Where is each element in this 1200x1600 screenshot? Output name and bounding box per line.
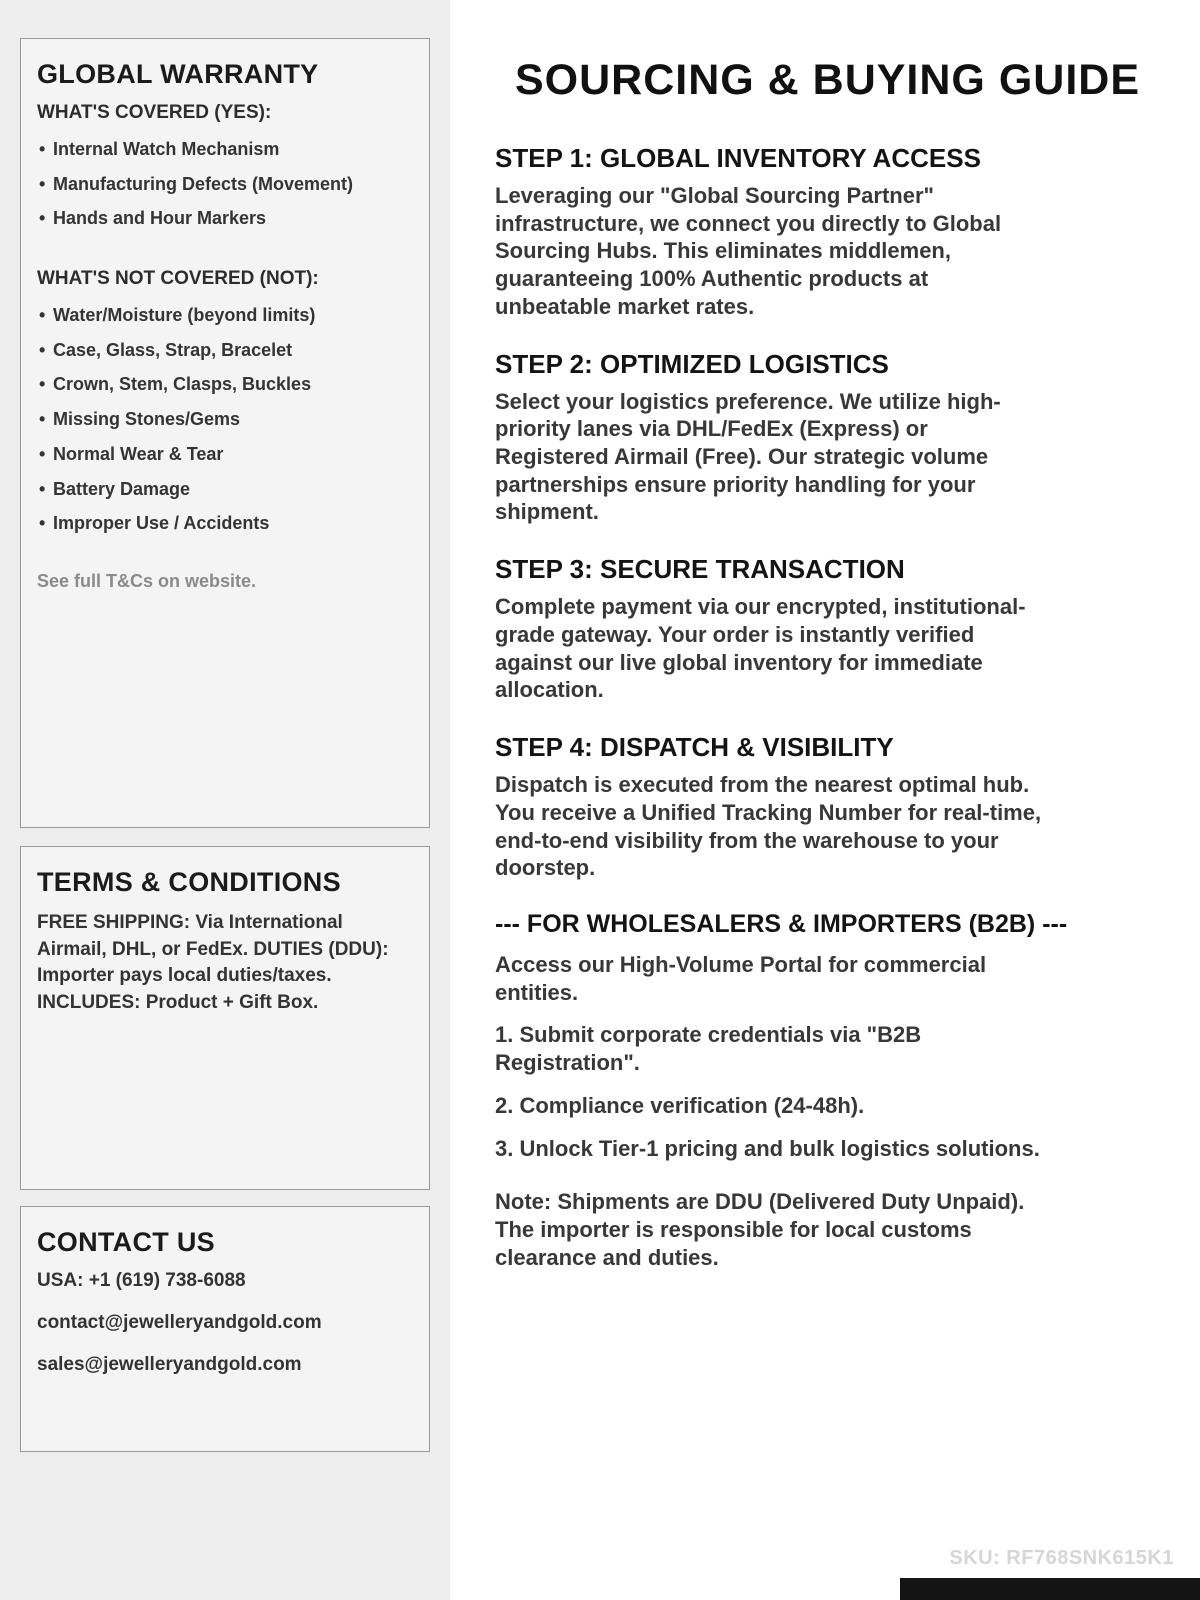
step-3-body: Complete payment via our encrypted, institutional-grade gateway. Your order is instantly verified against our live global inventory for immediate allocation. — [495, 594, 1026, 703]
warranty-title: GLOBAL WARRANTY — [37, 59, 319, 89]
step-2-body: Select your logistics preference. We utilize high-priority lanes via DHL/FedEx (Express) or Registered Airmail (Free). Our strategic volume partnerships ensure priority handling for your shipment. — [495, 388, 1001, 525]
b2b-step-2: 2. Compliance verification (24-48h). — [495, 1092, 865, 1118]
not-covered-list — [37, 298, 413, 541]
step-3-section — [495, 554, 1160, 704]
b2b-section — [495, 910, 1160, 1271]
info-sidebar — [0, 0, 450, 1600]
page-title: SOURCING & BUYING GUIDE — [514, 56, 1141, 104]
sku-label: SKU: RF768SNK615K1 — [949, 1547, 1174, 1569]
main-content — [450, 0, 1200, 1271]
contact-email-sales: sales@jewelleryandgold.com — [37, 1354, 302, 1375]
bottom-bar — [900, 1578, 1200, 1600]
step-4-heading: STEP 4: DISPATCH & VISIBILITY — [495, 732, 894, 763]
step-4-section — [495, 732, 1160, 882]
contact-panel — [20, 1206, 430, 1452]
not-covered-heading: WHAT'S NOT COVERED (NOT): — [37, 268, 319, 290]
b2b-step-3: 3. Unlock Tier-1 pricing and bulk logistics solutions. — [495, 1135, 1040, 1161]
terms-title: TERMS & CONDITIONS — [37, 867, 341, 897]
step-4-body: Dispatch is executed from the nearest optimal hub. You receive a Unified Tracking Number for real-time, end-to-end visibility from the warehouse to your doorstep. — [495, 772, 1042, 881]
covered-heading: WHAT'S COVERED (YES): — [37, 102, 272, 123]
covered-list — [37, 132, 413, 236]
global-warranty-panel — [20, 38, 430, 828]
contact-phone: USA: +1 (619) 738-6088 — [37, 1270, 246, 1291]
list-item: • Normal Wear & Tear — [37, 437, 413, 472]
contact-title: CONTACT US — [37, 1227, 215, 1257]
b2b-note: Note: Shipments are DDU (Delivered Duty Unpaid). The importer is responsible for local customs clearance and duties. — [495, 1189, 1025, 1270]
b2b-intro: Access our High-Volume Portal for commercial entities. — [495, 951, 987, 1005]
terms-panel — [20, 846, 430, 1190]
list-item: • Water/Moisture (beyond limits) — [37, 298, 413, 333]
step-2-heading: STEP 2: OPTIMIZED LOGISTICS — [495, 348, 889, 379]
list-item: • Missing Stones/Gems — [37, 402, 413, 437]
step-1-heading: STEP 1: GLOBAL INVENTORY ACCESS — [495, 143, 981, 173]
contact-email-primary: contact@jewelleryandgold.com — [37, 1312, 322, 1333]
step-2-section — [495, 349, 1160, 527]
list-item: • Battery Damage — [37, 472, 413, 507]
list-item: • Improper Use / Accidents — [37, 506, 413, 541]
sourcing-guide-main — [450, 0, 1200, 1600]
warranty-footnote: See full T&Cs on website. — [37, 570, 257, 591]
list-item: • Crown, Stem, Clasps, Buckles — [37, 367, 413, 402]
list-item: • Case, Glass, Strap, Bracelet — [37, 333, 413, 368]
step-1-body: Leveraging our "Global Sourcing Partner" infrastructure, we connect you directly to Global Sourcing Hubs. This eliminates middlemen, guaranteeing 100% Authentic products at unbeatable market rates. — [495, 183, 1002, 319]
step-3-heading: STEP 3: SECURE TRANSACTION — [495, 554, 905, 585]
list-item: • Manufacturing Defects (Movement) — [37, 167, 413, 202]
list-item: • Hands and Hour Markers — [37, 201, 413, 236]
b2b-step-1: 1. Submit corporate credentials via "B2B Registration". — [495, 1022, 922, 1076]
terms-body: FREE SHIPPING: Via International Airmail, DHL, or FedEx. DUTIES (DDU): Importer pays local duties/taxes. INCLUDES: Product + Gift Box. — [37, 912, 389, 1013]
b2b-heading: --- FOR WHOLESALERS & IMPORTERS (B2B) --- — [495, 909, 1068, 938]
list-item: • Internal Watch Mechanism — [37, 132, 413, 167]
step-1-section — [495, 143, 1160, 321]
